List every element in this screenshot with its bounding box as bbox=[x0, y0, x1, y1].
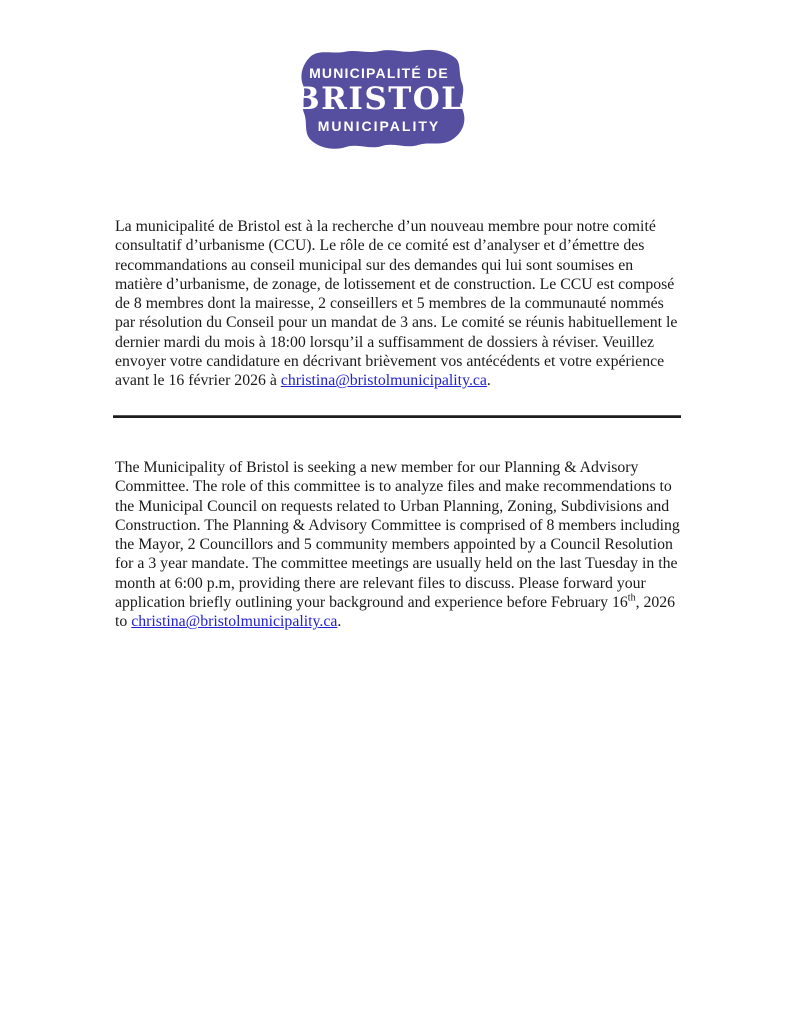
logo-municipalite-de: MUNICIPALITÉ DE bbox=[309, 64, 449, 81]
french-paragraph-text: La municipalité de Bristol est à la recherche d’un nouveau membre pour notre comité consultatif d’urbanisme (CCU). Le rôle de ce comité est d’analyser et d’émettre des recommandations au conseil municipal sur des demandes qui lui sont soumises en matière d’urbanisme, de zonage, de lotissement et de construction. Le CCU est composé de 8 membres dont la mairesse, 2 conseillers et 5 membres de la communauté nommés par résolution du Conseil pour un mandat de 3 ans. Le comité se réunis habituellement le dernier mardi du mois à 18:00 lorsqu’il a suffisamment de dossiers à réviser. Veuillez envoyer votre candidature en décrivant brièvement vos antécédents et votre expérience avant le 16 février 2026 à bbox=[115, 218, 678, 390]
french-paragraph bbox=[115, 217, 682, 391]
english-paragraph bbox=[115, 458, 682, 632]
french-paragraph-period: . bbox=[486, 372, 491, 390]
english-paragraph-text: The Municipality of Bristol is seeking a new member for our Planning & Advisory Committee. The role of this committee is to analyze files and make recommendations to the Municipal Council on requests related to Urban Planning, Zoning, Subdivisions and Construction. The Planning & Advisory Committee is comprised of 8 members including the Mayor, 2 Councillors and 5 community members appointed by a Council Resolution for a 3 year mandate. The committee meetings are usually held on the last Tuesday in the month at 6:00 p.m, providing there are relevant files to discuss. Please forward your application briefly outlining your background and experience before February 16 bbox=[115, 459, 680, 612]
english-paragraph-period: . bbox=[337, 613, 342, 631]
logo-bristol: BRISTOL bbox=[293, 80, 465, 117]
divider-rule bbox=[113, 415, 681, 418]
logo-municipality: MUNICIPALITY bbox=[317, 118, 441, 135]
logo-text bbox=[288, 45, 470, 152]
date-ordinal-superscript: th bbox=[627, 592, 636, 604]
english-paragraph-text2: , 2026 to bbox=[115, 594, 676, 631]
bristol-logo bbox=[288, 45, 470, 152]
email-link-french[interactable]: christina@bristolmunicipality.ca bbox=[280, 372, 487, 390]
email-link-english[interactable]: christina@bristolmunicipality.ca bbox=[131, 613, 338, 631]
